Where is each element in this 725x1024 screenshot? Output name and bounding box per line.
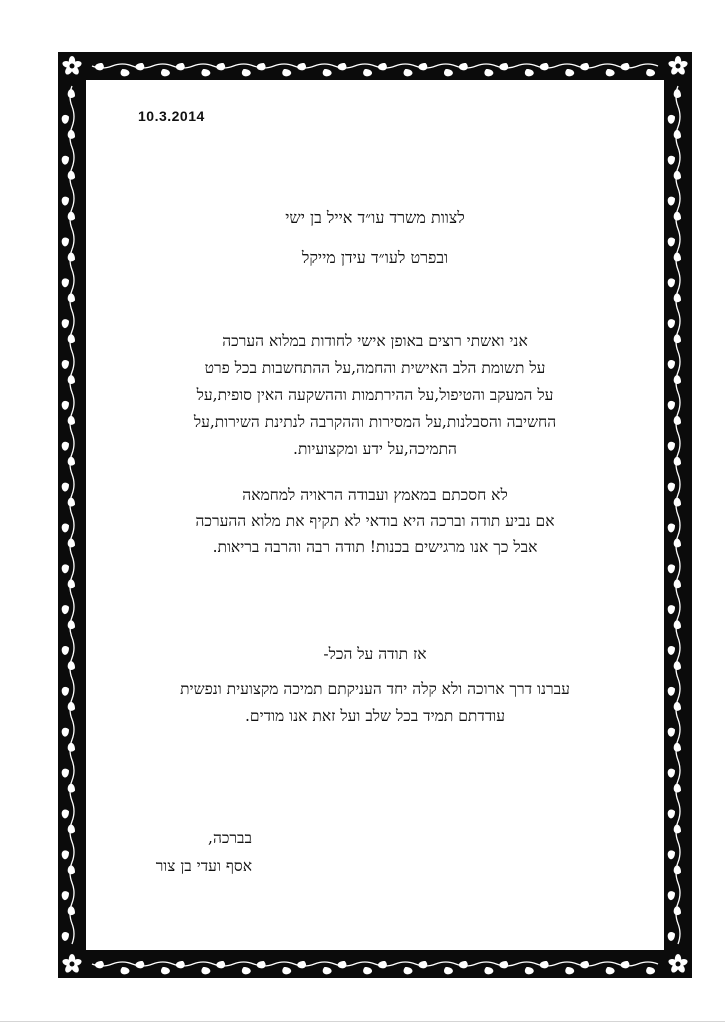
vine-stem xyxy=(70,86,74,944)
leaf-ornament xyxy=(564,67,576,79)
corner-flower-petal xyxy=(71,60,82,69)
corner-flower-petal xyxy=(675,962,686,974)
leaf-ornament xyxy=(672,170,684,182)
leaf-ornament xyxy=(666,685,678,697)
corner-flower-petal xyxy=(69,954,75,964)
leaf-ornament xyxy=(458,959,470,971)
leaf-ornament xyxy=(337,959,349,971)
leaf-ornament xyxy=(666,889,678,901)
leaf-ornament xyxy=(281,965,293,977)
leaf-ornament xyxy=(644,965,656,977)
leaf-ornament xyxy=(60,481,72,493)
leaf-ornament xyxy=(483,67,495,79)
leaf-ornament xyxy=(66,211,78,223)
leaf-ornament xyxy=(458,61,470,73)
leaf-ornament xyxy=(66,456,78,468)
leaf-ornament xyxy=(579,61,591,73)
signature-names: אסף ועדי בן צור xyxy=(155,857,252,875)
leaf-ornament xyxy=(281,67,293,79)
leaf-ornament xyxy=(539,959,551,971)
paragraph-3-line: עברנו דרך ארוכה ולא קלה יחד העניקתם תמיכה מקצועית ונפשית xyxy=(180,680,570,698)
leaf-ornament xyxy=(119,67,131,79)
leaf-ornament xyxy=(215,959,227,971)
leaf-ornament xyxy=(402,67,414,79)
corner-flower-petal xyxy=(64,962,75,974)
leaf-ornament xyxy=(60,726,72,738)
corner-flower-petal xyxy=(69,962,80,974)
leaf-ornament xyxy=(66,864,78,876)
leaf-ornament xyxy=(564,965,576,977)
leaf-ornament xyxy=(666,277,678,289)
corner-flower-center xyxy=(676,64,681,69)
leaf-ornament xyxy=(666,317,678,329)
leaf-ornament xyxy=(666,767,678,779)
corner-flower-center xyxy=(70,64,75,69)
leaf-ornament xyxy=(60,889,72,901)
leaf-ornament xyxy=(60,154,72,166)
thanks-heading: אז תודה על הכל- xyxy=(323,645,427,663)
paragraph-2-line: לא חסכתם במאמץ ועבודה הראויה למחמאה xyxy=(242,486,508,504)
leaf-ornament xyxy=(337,61,349,73)
leaf-ornament xyxy=(60,113,72,125)
leaf-ornament xyxy=(666,195,678,207)
leaf-ornament xyxy=(175,959,187,971)
leaf-ornament xyxy=(666,563,678,575)
leaf-ornament xyxy=(672,578,684,590)
leaf-ornament xyxy=(256,61,268,73)
leaf-ornament xyxy=(60,563,72,575)
leaf-ornament xyxy=(666,481,678,493)
paragraph-1-line: על תשומת הלב האישית והחמה,על ההתחשבות בכל פרט xyxy=(204,359,546,377)
leaf-ornament xyxy=(66,660,78,672)
leaf-ornament xyxy=(60,849,72,861)
leaf-ornament xyxy=(666,849,678,861)
leaf-ornament xyxy=(60,767,72,779)
leaf-ornament xyxy=(666,399,678,411)
leaf-ornament xyxy=(66,497,78,509)
leaf-ornament xyxy=(402,965,414,977)
leaf-ornament xyxy=(296,61,308,73)
leaf-ornament xyxy=(666,440,678,452)
corner-flower-petal xyxy=(668,958,679,967)
vine-stem xyxy=(92,962,658,966)
leaf-ornament xyxy=(66,578,78,590)
corner-flower-petal xyxy=(64,64,75,76)
leaf-ornament xyxy=(579,959,591,971)
corner-flower-petal xyxy=(670,64,681,76)
corner-flower-petal xyxy=(62,958,73,967)
corner-flower-center xyxy=(676,962,681,967)
leaf-ornament xyxy=(134,61,146,73)
vine-stem xyxy=(92,64,658,68)
leaf-ornament xyxy=(66,333,78,345)
leaf-ornament xyxy=(672,864,684,876)
leaf-ornament xyxy=(66,742,78,754)
corner-flower-petal xyxy=(69,64,80,76)
leaf-ornament xyxy=(672,701,684,713)
leaf-ornament xyxy=(240,965,252,977)
corner-flower-petal xyxy=(675,954,681,964)
leaf-ornament xyxy=(200,67,212,79)
leaf-ornament xyxy=(66,905,78,917)
paragraph-2 xyxy=(110,482,640,560)
leaf-ornament xyxy=(666,644,678,656)
corner-flower-petal xyxy=(675,56,681,66)
leaf-ornament xyxy=(666,726,678,738)
corner-flower-petal xyxy=(69,56,75,66)
leaf-ornament xyxy=(666,358,678,370)
corner-flower-petal xyxy=(675,64,686,76)
leaf-ornament xyxy=(60,808,72,820)
corner-flower-petal xyxy=(670,962,681,974)
corner-flower-petal xyxy=(62,60,73,69)
leaf-ornament xyxy=(66,252,78,264)
leaf-ornament xyxy=(672,660,684,672)
corner-flower-petal xyxy=(677,60,688,69)
leaf-ornament xyxy=(523,67,535,79)
leaf-ornament xyxy=(604,965,616,977)
leaf-ornament xyxy=(66,538,78,550)
leaf-ornament xyxy=(321,965,333,977)
leaf-ornament xyxy=(666,930,678,942)
leaf-ornament xyxy=(672,538,684,550)
leaf-ornament xyxy=(666,154,678,166)
leaf-ornament xyxy=(60,522,72,534)
paragraph-1 xyxy=(110,328,640,463)
leaf-ornament xyxy=(66,170,78,182)
leaf-ornament xyxy=(66,701,78,713)
corner-flower-petal xyxy=(668,60,679,69)
leaf-ornament xyxy=(498,61,510,73)
leaf-ornament xyxy=(134,959,146,971)
leaf-ornament xyxy=(666,113,678,125)
leaf-ornament xyxy=(159,67,171,79)
leaf-ornament xyxy=(620,61,632,73)
leaf-ornament xyxy=(159,965,171,977)
vine-stem xyxy=(676,86,680,944)
leaf-ornament xyxy=(672,252,684,264)
closing-greeting: בברכה, xyxy=(208,829,252,847)
leaf-ornament xyxy=(672,619,684,631)
paragraph-2-line: אם נביע תודה וברכה היא בודאי לא תקיף את מלוא ההערכה xyxy=(195,512,555,530)
leaf-ornament xyxy=(672,88,684,100)
leaf-ornament xyxy=(66,292,78,304)
leaf-ornament xyxy=(119,965,131,977)
corner-flower-petal xyxy=(677,958,688,967)
leaf-ornament xyxy=(539,61,551,73)
leaf-ornament xyxy=(672,292,684,304)
leaf-ornament xyxy=(672,129,684,141)
paragraph-1-line: על המעקב והטיפול,על ההירתמות וההשקעה האין סופית,על xyxy=(196,386,554,404)
letter-date: 10.3.2014 xyxy=(138,108,205,124)
leaf-ornament xyxy=(60,603,72,615)
leaf-ornament xyxy=(672,783,684,795)
leaf-ornament xyxy=(377,959,389,971)
paragraph-2-line: אבל כך אנו מרגישים בכנות! תודה רבה והרבה בריאות. xyxy=(212,538,538,556)
leaf-ornament xyxy=(60,195,72,207)
leaf-ornament xyxy=(200,965,212,977)
leaf-ornament xyxy=(66,88,78,100)
leaf-ornament xyxy=(672,497,684,509)
leaf-ornament xyxy=(60,644,72,656)
addressee-line-1: לצוות משרד עו״ד אייל בן ישי xyxy=(285,208,465,227)
leaf-ornament xyxy=(256,959,268,971)
leaf-ornament xyxy=(523,965,535,977)
leaf-ornament xyxy=(666,603,678,615)
leaf-ornament xyxy=(604,67,616,79)
paragraph-1-line: התמיכה,על ידע ומקצועיות. xyxy=(293,440,457,458)
leaf-ornament xyxy=(94,959,106,971)
leaf-ornament xyxy=(66,374,78,386)
paragraph-3-line: עודדתם תמיד בכל שלב ועל זאת אנו מודים. xyxy=(244,707,506,725)
leaf-ornament xyxy=(66,619,78,631)
leaf-ornament xyxy=(666,808,678,820)
leaf-ornament xyxy=(672,905,684,917)
leaf-ornament xyxy=(666,236,678,248)
leaf-ornament xyxy=(94,61,106,73)
leaf-ornament xyxy=(672,374,684,386)
leaf-ornament xyxy=(666,522,678,534)
leaf-ornament xyxy=(361,965,373,977)
leaf-ornament xyxy=(60,399,72,411)
leaf-ornament xyxy=(60,277,72,289)
leaf-ornament xyxy=(498,959,510,971)
leaf-ornament xyxy=(175,61,187,73)
leaf-ornament xyxy=(240,67,252,79)
leaf-ornament xyxy=(377,61,389,73)
leaf-ornament xyxy=(60,236,72,248)
leaf-ornament xyxy=(60,685,72,697)
paragraph-1-line: החשיבה והסבלנות,על המסירות וההקרבה לנתינת השירות,על xyxy=(193,413,557,431)
leaf-ornament xyxy=(672,456,684,468)
leaf-ornament xyxy=(66,783,78,795)
leaf-ornament xyxy=(672,415,684,427)
leaf-ornament xyxy=(620,959,632,971)
addressee-line-2: ובפרט לעו״ד עידן מייקל xyxy=(301,248,449,267)
leaf-ornament xyxy=(60,440,72,452)
leaf-ornament xyxy=(60,930,72,942)
leaf-ornament xyxy=(361,67,373,79)
leaf-ornament xyxy=(442,67,454,79)
leaf-ornament xyxy=(672,333,684,345)
leaf-ornament xyxy=(672,824,684,836)
leaf-ornament xyxy=(296,959,308,971)
leaf-ornament xyxy=(215,61,227,73)
leaf-ornament xyxy=(672,211,684,223)
leaf-ornament xyxy=(442,965,454,977)
leaf-ornament xyxy=(66,824,78,836)
leaf-ornament xyxy=(672,742,684,754)
leaf-ornament xyxy=(417,61,429,73)
leaf-ornament xyxy=(66,415,78,427)
leaf-ornament xyxy=(60,358,72,370)
paragraph-1-line: אני ואשתי רוצים באופן אישי לחודות במלוא הערכה xyxy=(222,332,528,350)
leaf-ornament xyxy=(644,67,656,79)
page-edge xyxy=(0,1021,725,1022)
leaf-ornament xyxy=(321,67,333,79)
corner-flower-petal xyxy=(71,958,82,967)
corner-flower-center xyxy=(70,962,75,967)
paragraph-3 xyxy=(110,676,640,730)
leaf-ornament xyxy=(483,965,495,977)
leaf-ornament xyxy=(417,959,429,971)
leaf-ornament xyxy=(66,129,78,141)
leaf-ornament xyxy=(60,317,72,329)
